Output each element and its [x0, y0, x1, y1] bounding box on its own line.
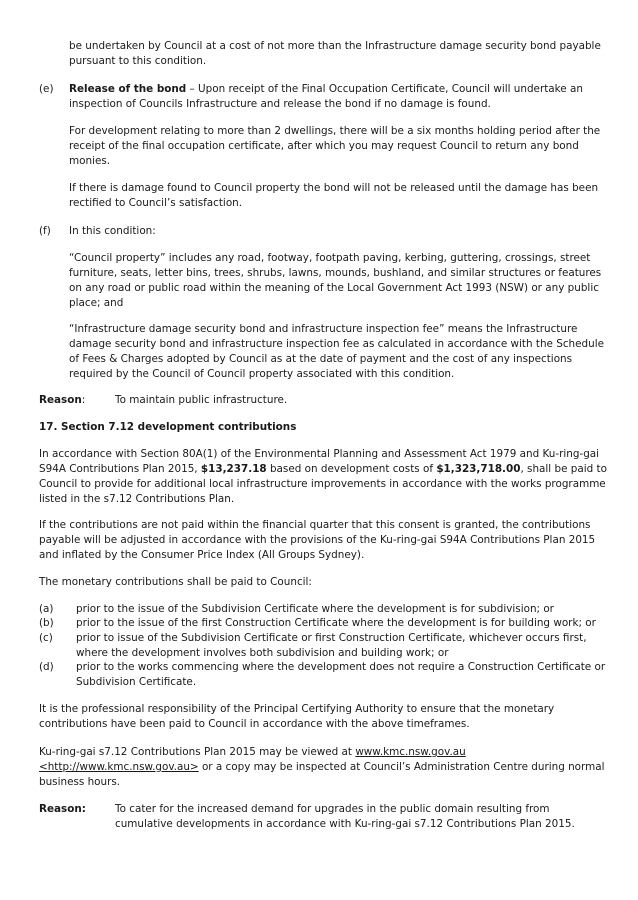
development-cost: $1,323,718.00: [436, 463, 521, 475]
reason-colon-1: :: [81, 394, 86, 406]
responsibility-paragraph: It is the professional responsibility of the Principal Certifying Authority to ensure that the monetary contributions have been paid to Council in accordance with the above timeframes.: [39, 703, 555, 730]
list-item-d: prior to the works commencing where the development does not require a Construction Certificate or Subdivision Certificate.: [76, 661, 606, 688]
reason-line-1: [39, 393, 609, 408]
holding-period-paragraph: For development relating to more than 2 dwellings, there will be a six months holding period after the receipt of the final occupation certificate, after which you may request Council to return any bond monies.: [69, 125, 601, 167]
council-property-definition: “Council property” includes any road, footway, footpath paving, kerbing, guttering, crossings, street furniture, seats, letter bins, trees, shrubs, lawns, mounds, bushland, and similar structures or features on any road or public road within the meaning of the Local Government Act 1993 (NSW) or any public place; and: [69, 252, 602, 309]
release-bond-title: Release of the bond: [69, 83, 187, 95]
item-e-tag: (e): [39, 83, 54, 95]
bond-fee-definition: “Infrastructure damage security bond and infrastructure inspection fee” means the Infrastructure damage security bond and infrastructure inspection fee as calculated in accordance with the Schedule of Fees & Charges adopted by Council as at the date of payment and the cost of any inspections required by the Council of Council property associated with this condition.: [69, 323, 604, 380]
list-item-b-tag: (b): [39, 617, 54, 629]
item-f-intro: In this condition:: [69, 225, 156, 237]
contribution-text-b: based on development costs of: [266, 463, 437, 475]
contribution-amount: $13,237.18: [200, 463, 267, 475]
section-heading: [39, 420, 609, 435]
contribution-text-a: In accordance with Section 80A(1) of the Environmental Planning and Assessment Act 1979 and Ku-ring-gai S94A Contributions Plan 2015,: [39, 448, 600, 475]
plan-viewing-text-b: or a copy may be inspected at Council’s Administration Centre during normal business hours.: [39, 761, 605, 788]
kmc-website-link[interactable]: www.kmc.nsw.gov.au: [355, 746, 466, 758]
reason-text-1: To maintain public infrastructure.: [115, 394, 288, 406]
list-item-c-tag: (c): [39, 632, 53, 644]
plan-viewing-text-a: Ku-ring-gai s7.12 Contributions Plan 2015 may be viewed at: [39, 746, 356, 758]
item-f-tag: (f): [39, 225, 51, 237]
item-e-release-paragraph: [69, 82, 609, 112]
plan-viewing-paragraph: [39, 745, 609, 790]
list-item-a: prior to the issue of the Subdivision Certificate where the development is for subdivision; or: [76, 603, 554, 615]
contribution-text-c: , shall be paid to Council to provide for additional local infrastructure improvements in accordance with the works programme listed in the s7.12 Contributions Plan.: [39, 463, 607, 505]
section-heading-text: 17. Section 7.12 development contributions: [39, 421, 297, 433]
contribution-paragraph: [39, 447, 609, 507]
list-item-b: prior to the issue of the first Construction Certificate where the development is for building work; or: [76, 617, 596, 629]
reason-label-2: Reason:: [39, 803, 86, 815]
list-item-d-tag: (d): [39, 661, 54, 673]
list-item-a-tag: (a): [39, 603, 54, 615]
continuation-text: be undertaken by Council at a cost of not more than the Infrastructure damage security bond payable pursuant to this condition.: [69, 40, 601, 67]
reason-text-2: To cater for the increased demand for upgrades in the public domain resulting from cumulative developments in accordance with Ku-ring-gai s7.12 Contributions Plan 2015.: [115, 803, 575, 830]
release-bond-text: – Upon receipt of the Final Occupation Certificate, Council will undertake an inspection of Councils Infrastructure and release the bond if no damage is found.: [69, 83, 583, 110]
damage-paragraph: If there is damage found to Council property the bond will not be released until the damage has been rectified to Council’s satisfaction.: [69, 182, 599, 209]
list-item-c: prior to issue of the Subdivision Certificate or first Construction Certificate, whichever occurs first, where the development involves both subdivision and building work; or: [76, 632, 587, 659]
cpi-adjustment-paragraph: If the contributions are not paid within the financial quarter that this consent is granted, the contributions payable will be adjusted in accordance with the provisions of the Ku-ring-gai S94A Contributions Plan 2015 and inflated by the Consumer Price Index (All Groups Sydney).: [39, 519, 596, 561]
payment-intro: The monetary contributions shall be paid to Council:: [39, 576, 312, 588]
reason-label-1: Reason: [39, 394, 82, 406]
kmc-website-url-link[interactable]: <http://www.kmc.nsw.gov.au>: [39, 761, 199, 773]
